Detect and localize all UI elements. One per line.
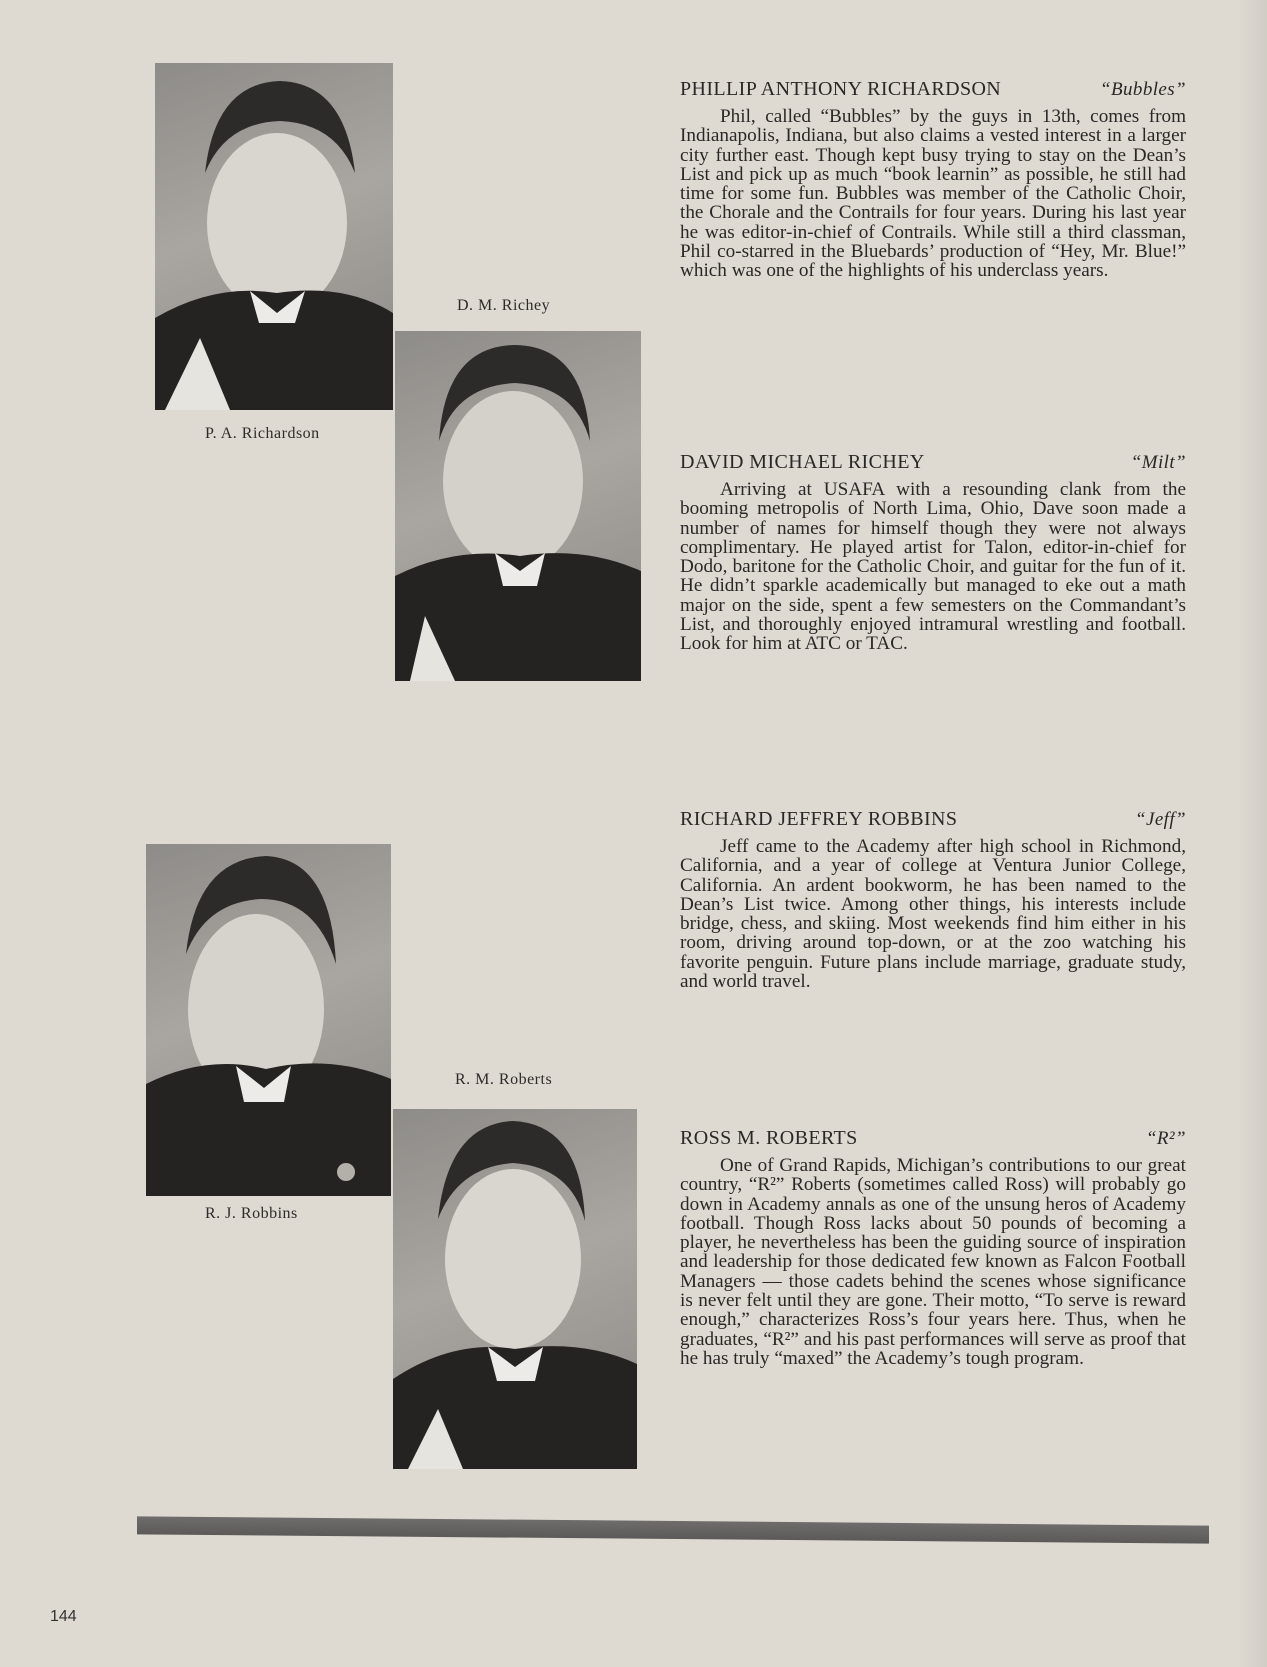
page-edge-shadow xyxy=(1237,0,1267,1667)
bio-nickname: “Milt” xyxy=(1130,452,1186,473)
photo-caption: R. J. Robbins xyxy=(205,1205,298,1222)
bio-richey xyxy=(680,451,1186,654)
bio-robbins xyxy=(680,808,1186,991)
bio-name: ROSS M. ROBERTS xyxy=(680,1127,858,1149)
portrait-photo-richardson xyxy=(155,63,393,410)
bio-text: One of Grand Rapids, Michigan’s contributions to our great country, “R²” Roberts (sometimes called Ross) will probably go down in Academy annals as one of the unsung heros of Academy football. Though Ross lacks about 50 pounds of becoming a player, he nevertheless has been the guiding source of inspiration and leadership for those dedicated few known as Falcon Football Managers — those cadets behind the scenes whose significance is never felt until they are gone. Their motto, “To serve is reward enough,” characterizes Ross’s four years here. Thus, when he graduates, “R²” and his past performances will serve as proof that he has truly “maxed” the Academy’s tough program. xyxy=(680,1155,1186,1369)
bio-nickname: “Jeff” xyxy=(1135,809,1186,830)
bio-nickname: “R²” xyxy=(1145,1128,1186,1149)
photo-caption: D. M. Richey xyxy=(457,297,551,314)
bio-roberts xyxy=(680,1127,1186,1368)
bottom-rule xyxy=(137,1516,1209,1543)
bio-header xyxy=(680,451,1186,474)
page-number: 144 xyxy=(50,1608,77,1625)
bio-header xyxy=(680,808,1186,831)
bio-header xyxy=(680,78,1186,101)
bio-name: PHILLIP ANTHONY RICHARDSON xyxy=(680,78,1002,100)
portrait-photo-richey xyxy=(395,331,641,681)
bio-text: Jeff came to the Academy after high school in Richmond, California, and a year of college at Ventura Junior College, California. An ardent bookworm, he has been named to the Dean’s List twice. Among other things, his interests include bridge, chess, and skiing. Most weekends find him either in his room, driving around top-down, or at the zoo watching his favorite penguin. Future plans include marriage, graduate study, and world travel. xyxy=(680,836,1186,993)
bio-text: Arriving at USAFA with a resounding clank from the booming metropolis of North Lima, Ohio, Dave soon made a number of names for himself though they were not always complimentary. He played artist for Talon, editor-in-chief for Dodo, baritone for the Catholic Choir, and guitar for the fun of it. He didn’t sparkle academically but managed to eke out a math major on the side, spent a few semesters on the Commandant’s List, and thoroughly enjoyed intramural wrestling and football. Look for him at ATC or TAC. xyxy=(680,479,1186,655)
bio-name: DAVID MICHAEL RICHEY xyxy=(680,451,925,473)
bio-text: Phil, called “Bubbles” by the guys in 13th, comes from Indianapolis, Indiana, but also claims a vested interest in a larger city further east. Though kept busy trying to stay on the Dean’s List and pick up as much “book learnin” as possible, he still had time for some fun. Bubbles was member of the Catholic Choir, the Chorale and the Contrails for four years. During his last year he was editor-in-chief of Contrails. While still a third classman, Phil co-starred in the Bluebards’ production of “Hey, Mr. Blue!” which was one of the highlights of his underclass years. xyxy=(680,106,1186,282)
bio-nickname: “Bubbles” xyxy=(1100,79,1186,100)
portrait-photo-robbins xyxy=(146,844,391,1196)
bio-name: RICHARD JEFFREY ROBBINS xyxy=(680,808,958,830)
photo-caption: R. M. Roberts xyxy=(455,1071,553,1088)
photo-caption: P. A. Richardson xyxy=(205,425,320,442)
portrait-photo-roberts xyxy=(393,1109,637,1469)
bio-richardson xyxy=(680,78,1186,281)
bio-header xyxy=(680,1127,1186,1150)
